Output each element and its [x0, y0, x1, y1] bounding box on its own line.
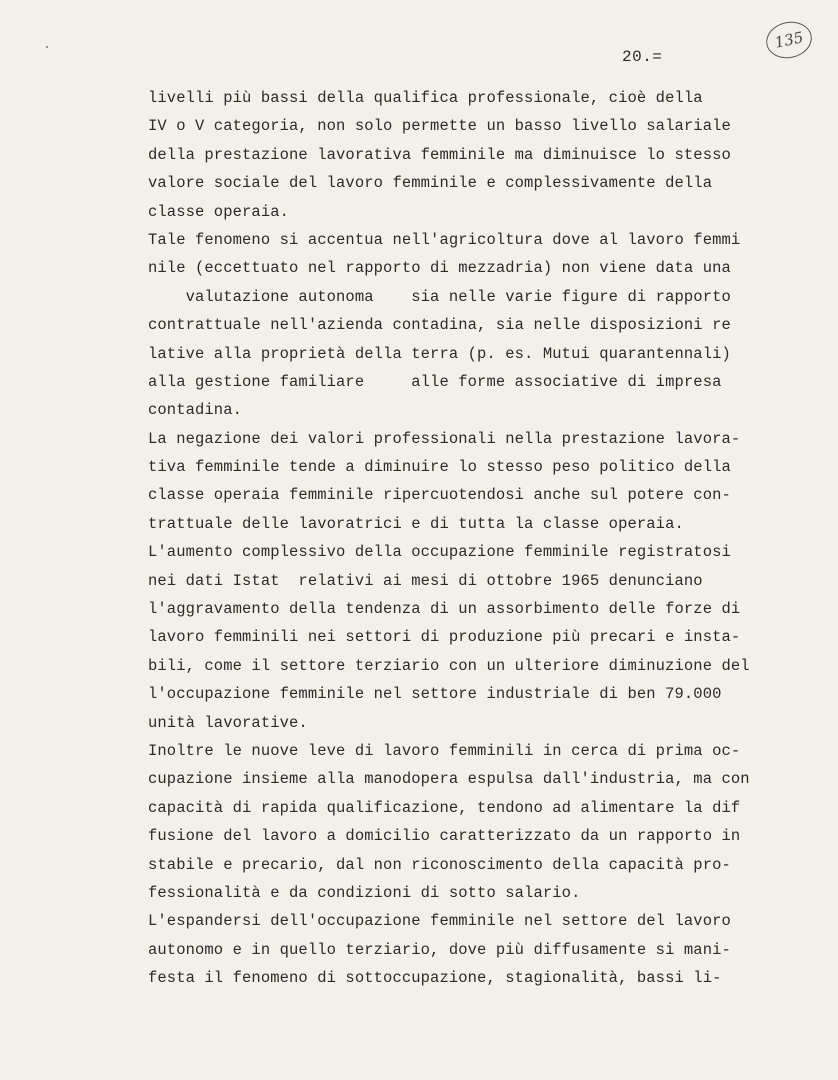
text-line: valore sociale del lavoro femminile e complessivamente della — [148, 174, 713, 193]
text-line: fusione del lavoro a domicilio caratterizzato da un rapporto in — [148, 827, 741, 846]
text-line: lative alla proprietà della terra (p. es. Mutui quarantennali) — [148, 344, 731, 363]
text-line: l'occupazione femminile nel settore industriale di ben 79.000 — [148, 685, 722, 704]
text-line: festa il fenomeno di sottoccupazione, stagionalità, bassi li- — [148, 969, 722, 988]
text-line: La negazione dei valori professionali nella prestazione lavora- — [148, 429, 741, 448]
text-line: alla gestione familiare alle forme associative di impresa — [148, 372, 722, 391]
text-line: unità lavorative. — [148, 713, 308, 732]
text-line: capacità di rapida qualificazione, tendono ad alimentare la dif — [148, 798, 741, 817]
text-line: contrattuale nell'azienda contadina, sia nelle disposizioni re — [148, 316, 731, 335]
text-line: cupazione insieme alla manodopera espulsa dall'industria, ma con — [148, 770, 750, 789]
text-line: Tale fenomeno si accentua nell'agricoltura dove al lavoro femmi — [148, 230, 741, 249]
text-line: livelli più bassi della qualifica professionale, cioè della — [148, 89, 703, 107]
body-text — [148, 84, 788, 993]
text-line: contadina. — [148, 401, 243, 420]
text-line: classe operaia. — [148, 202, 290, 221]
text-line: Inoltre le nuove leve di lavoro femminili in cerca di prima oc- — [148, 741, 741, 760]
text-line: autonomo e in quello terziario, dove più diffusamente si mani- — [148, 940, 731, 959]
paper-speck — [46, 46, 48, 48]
text-line: tiva femminile tende a diminuire lo stesso peso politico della — [148, 458, 731, 477]
text-line: nile (eccettuato nel rapporto di mezzadria) non viene data una — [148, 259, 731, 278]
text-line: della prestazione lavorativa femminile ma diminuisce lo stesso — [148, 145, 731, 164]
page-number: 20.= — [622, 48, 663, 66]
text-line: valutazione autonoma sia nelle varie figure di rapporto — [148, 287, 731, 306]
text-line: stabile e precario, dal non riconoscimento della capacità pro- — [148, 855, 731, 874]
text-line: nei dati Istat relativi ai mesi di ottobre 1965 denunciano — [148, 571, 703, 590]
text-line: lavoro femminili nei settori di produzione più precari e insta- — [148, 628, 741, 647]
archive-stamp: 135 — [763, 18, 815, 63]
text-line: L'espandersi dell'occupazione femminile nel settore del lavoro — [148, 912, 731, 931]
text-line: classe operaia femminile ripercuotendosi anche sul potere con- — [148, 486, 731, 505]
text-line: bili, come il settore terziario con un ulteriore diminuzione del — [148, 656, 750, 675]
text-line: L'aumento complessivo della occupazione femminile registratosi — [148, 543, 731, 562]
text-line: l'aggravamento della tendenza di un assorbimento delle forze di — [148, 600, 741, 619]
text-line: trattuale delle lavoratrici e di tutta la classe operaia. — [148, 514, 684, 533]
text-line: fessionalità e da condizioni di sotto salario. — [148, 883, 581, 902]
text-line: IV o V categoria, non solo permette un basso livello salariale — [148, 117, 731, 136]
